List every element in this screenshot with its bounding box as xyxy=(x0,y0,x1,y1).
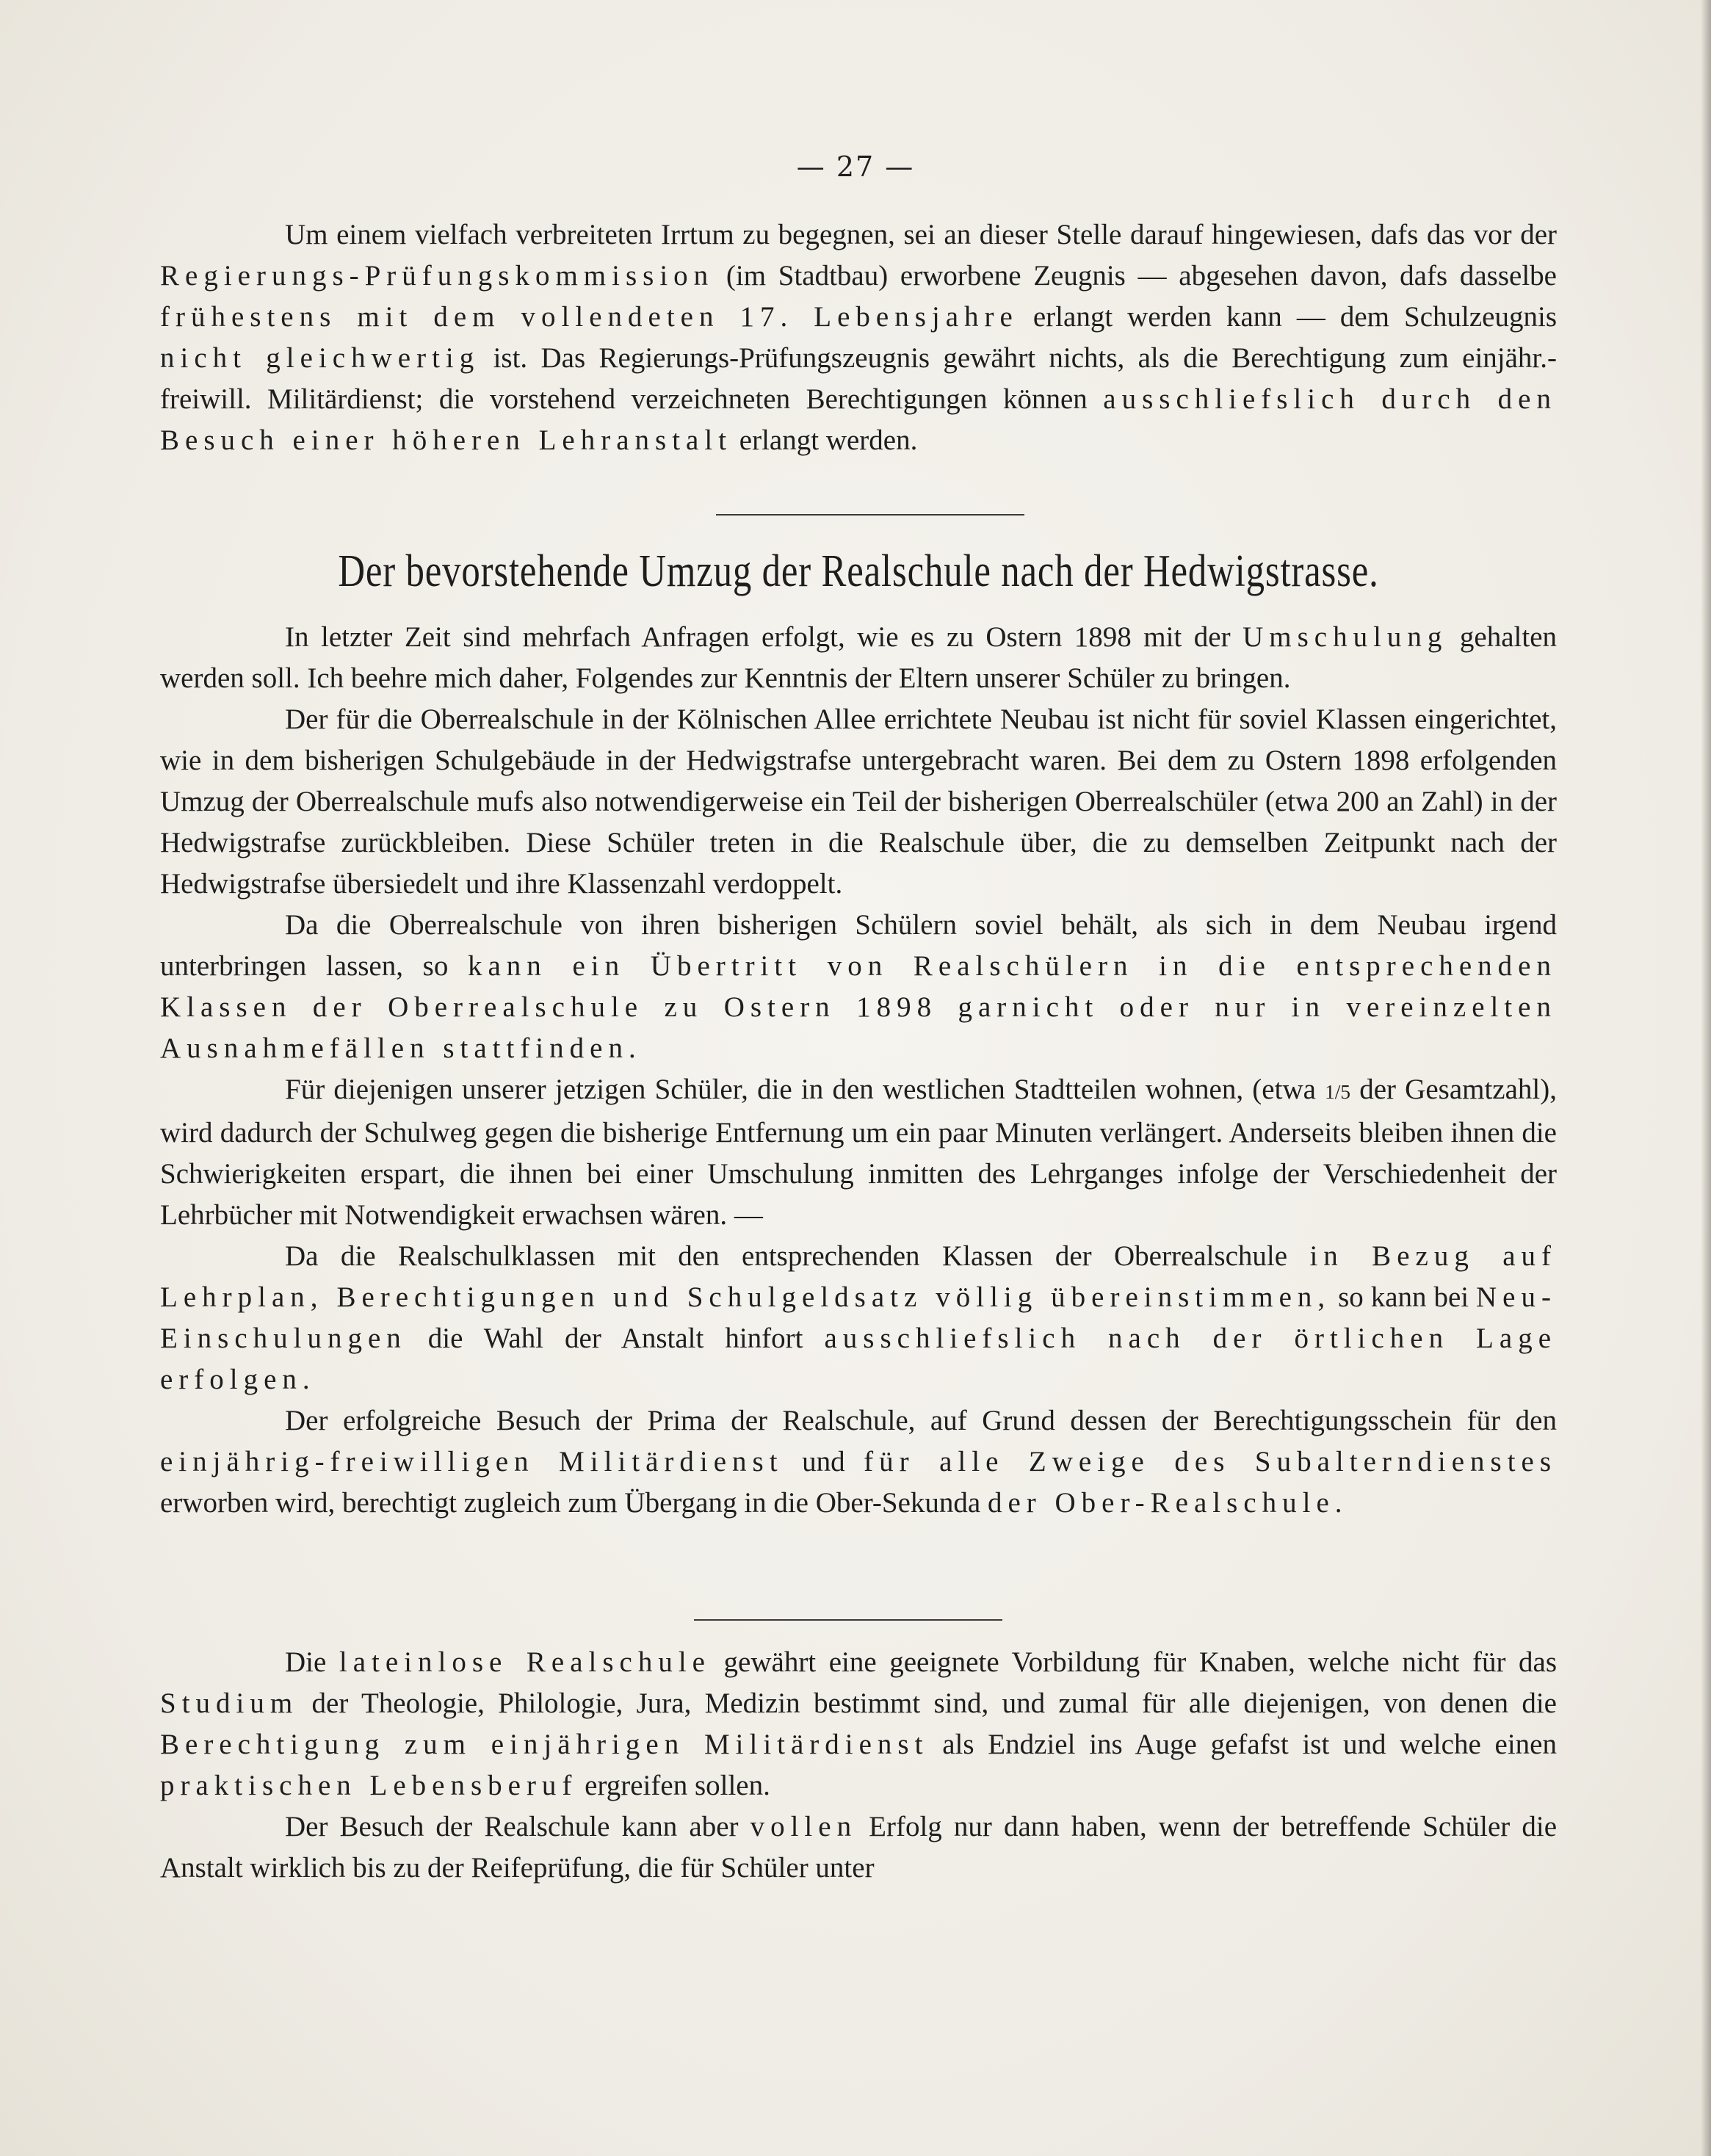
text-run: als Endziel ins Auge gefafst ist und welche einen xyxy=(928,1729,1557,1760)
text-run: gehalten werden soll. Ich beehre mich daher, Folgendes zur Kenntnis der Eltern unserer Schüler zu bringen. xyxy=(160,621,1558,694)
spaced-emphasis: nicht gleichwertig xyxy=(160,342,480,374)
spaced-emphasis: Umschulung xyxy=(1242,621,1448,653)
spaced-emphasis: Berechtigung zum einjährigen Militärdienst xyxy=(160,1729,929,1760)
spaced-emphasis: frühestens mit dem vollendeten 17. Lebensjahre xyxy=(160,301,1019,333)
spaced-emphasis: einjährig-freiwilligen Militärdienst xyxy=(160,1446,784,1477)
body-paragraph xyxy=(160,1236,1557,1400)
text-run: und xyxy=(783,1446,864,1477)
text-run: die Wahl der Anstalt hinfort xyxy=(406,1323,825,1354)
section-divider xyxy=(694,1619,1002,1621)
spaced-emphasis: Studium xyxy=(160,1687,299,1719)
body-section xyxy=(160,617,1557,1524)
page-binding-edge xyxy=(1701,0,1711,2156)
section-divider xyxy=(716,514,1024,516)
text-run: erlangt werden. xyxy=(732,424,918,456)
intro-section xyxy=(160,214,1557,461)
fraction: 1/5 xyxy=(1325,1081,1350,1103)
spaced-emphasis: für alle Zweige des Subalterndienstes xyxy=(864,1446,1558,1477)
spaced-emphasis: ausschliefslich durch den Besuch einer höheren Lehranstalt xyxy=(160,383,1557,456)
spaced-emphasis: Regierungs-Prüfungskommission xyxy=(160,260,715,292)
text-run: erlangt werden kann — dem Schulzeugnis xyxy=(1018,301,1557,333)
spaced-emphasis: praktischen Lebensberuf xyxy=(160,1770,578,1801)
text-run: gewährt eine geeignete Vorbildung für Knaben, welche nicht für das xyxy=(710,1646,1557,1678)
closing-section xyxy=(160,1642,1557,1889)
body-paragraph xyxy=(160,905,1557,1069)
text-run: so kann bei xyxy=(1331,1281,1477,1313)
spaced-emphasis: Neu-Einschulungen xyxy=(160,1281,1557,1354)
text-run: ist. Das Regierungs-Prüfungszeugnis gewährt nichts, als die Berechtigung zum einjähr.-freiwill. Militärdienst; die vorstehend verzeichneten Berechtigungen können xyxy=(160,342,1557,415)
text-run: ergreifen sollen. xyxy=(577,1770,770,1801)
body-paragraph xyxy=(160,1400,1557,1524)
text-run: der Theologie, Philologie, Jura, Medizin bestimmt sind, und zumal für alle diejenigen, von denen die xyxy=(298,1687,1557,1719)
text-run: Da die Oberrealschule von ihren bisherigen Schülern soviel behält, als sich in dem Neubau irgend unterbringen lassen, so xyxy=(160,909,1557,982)
spaced-emphasis: der Ober-Realschule. xyxy=(987,1487,1348,1519)
text-run: der Gesamtzahl), wird dadurch der Schulweg gegen die bisherige Entfernung um ein paar Minuten verlängert. Anderseits bleiben ihnen die Schwierigkeiten erspart, die ihnen bei einer Umschulung inmitten des Lehrganges infolge der Verschiedenheit der Lehrbücher mit Notwendigkeit erwachsen wären. — xyxy=(160,1074,1558,1231)
text-run: In letzter Zeit sind mehrfach Anfragen erfolgt, wie es zu Ostern 1898 mit der xyxy=(285,621,1243,653)
body-paragraph xyxy=(160,1642,1557,1806)
text-run: Für diejenigen unserer jetzigen Schüler, die in den westlichen Stadtteilen wohnen, (etwa xyxy=(285,1074,1325,1105)
body-paragraph: Der für die Oberrealschule in der Kölnischen Allee errichtete Neubau ist nicht für soviel Klassen eingerichtet, wie in dem bisherigen Schulgebäude in der Hedwigstrafse untergebracht waren. Bei dem zu Ostern 1898 erfolgenden Umzug der Oberrealschule mufs also notwendigerweise ein Teil der bisherigen Oberrealschüler (etwa 200 an Zahl) in der Hedwigstrafse zurückbleiben. Diese Schüler treten in die Realschule über, die zu demselben Zeitpunkt nach der Hedwigstrafse übersiedelt und ihre Klassenzahl verdoppelt. xyxy=(160,703,1557,900)
body-paragraph xyxy=(160,1069,1557,1236)
spaced-emphasis: kann ein Übertritt von Realschülern in die entsprechenden Klassen der Oberrealschule zu Ostern 1898 garnicht oder nur in vereinzelten Ausnahmefällen stattfinden. xyxy=(160,950,1557,1064)
spaced-emphasis: in Bezug auf Lehrplan, Berechtigungen und Schulgeldsatz völlig übereinstimmen, xyxy=(160,1240,1558,1313)
text-run: Da die Realschulklassen mit den entsprechenden Klassen der Oberrealschule xyxy=(285,1240,1310,1272)
body-paragraph xyxy=(160,1806,1557,1889)
spaced-emphasis: lateinlose Realschule xyxy=(339,1646,711,1678)
text-run: erworben wird, berechtigt zugleich zum Übergang in die Ober-Sekunda xyxy=(160,1487,988,1519)
body-paragraph xyxy=(160,617,1557,699)
text-run: Die xyxy=(285,1646,339,1678)
text-run: (im Stadtbau) erworbene Zeugnis — abgesehen davon, dafs dasselbe xyxy=(714,260,1557,292)
text-run: Der Besuch der Realschule kann aber xyxy=(285,1811,750,1842)
intro-paragraph xyxy=(160,214,1557,461)
text-run: Der erfolgreiche Besuch der Prima der Realschule, auf Grund dessen der Berechtigungsschein für den xyxy=(285,1405,1557,1436)
spaced-emphasis: vollen xyxy=(750,1811,858,1842)
text-run: Um einem vielfach verbreiteten Irrtum zu begegnen, sei an dieser Stelle darauf hingewiesen, dafs das vor der xyxy=(285,219,1557,250)
spaced-emphasis: ausschliefslich nach der örtlichen Lage erfolgen. xyxy=(160,1323,1558,1395)
section-heading: Der bevorstehende Umzug der Realschule nach der Hedwigstrasse. xyxy=(338,546,1379,596)
page-number: — 27 — xyxy=(796,151,915,183)
text-run: Erfolg nur dann haben, wenn der betreffende Schüler die Anstalt wirklich bis zu der Reifeprüfung, die für Schüler unter xyxy=(160,1811,1558,1884)
